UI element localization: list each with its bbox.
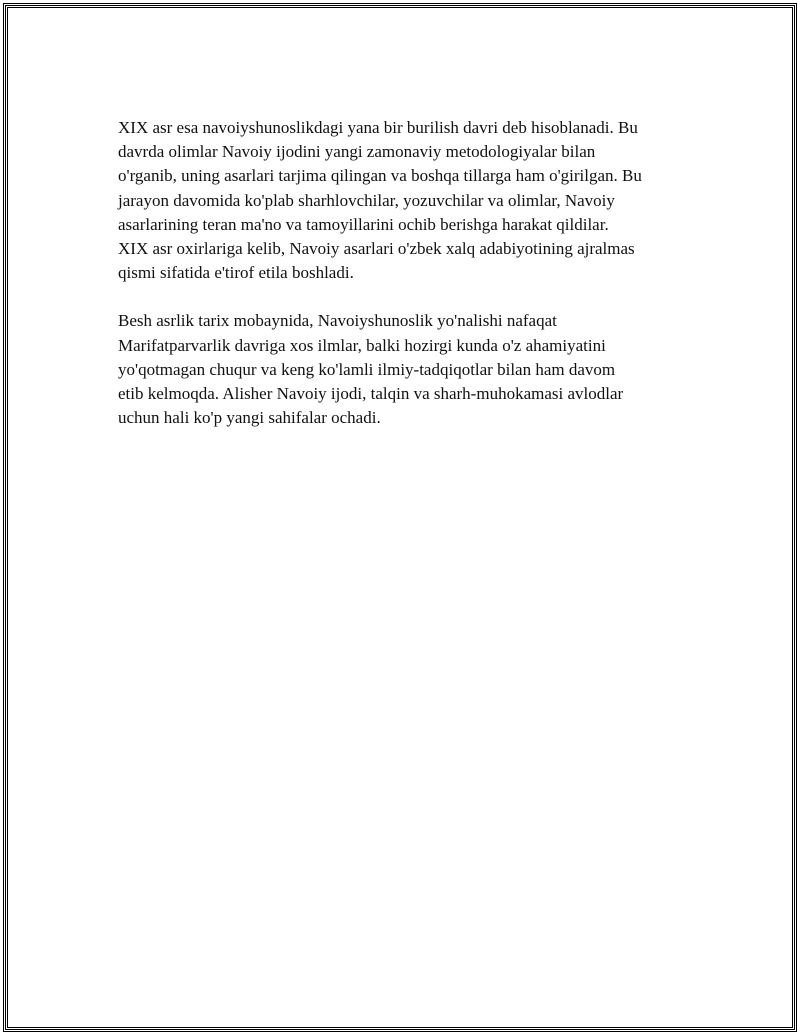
paragraph-1: XIX asr esa navoiyshunoslikdagi yana bir burilish davri deb hisoblanadi. Bu davrda olimlar Navoiy ijodini yangi zamonaviy metodologiyalar bilan o'rganib, uning asarlari tarjima qilingan va boshqa tillarga ham o'girilgan. Bu jarayon davomida ko'plab sharhlovchilar, yozuvchilar va olimlar, Navoiy asarlarining teran ma'no va tamoyillarini ochib berishga harakat qildilar. XIX asr oxirlariga kelib, Navoiy asarlari o'zbek xalq adabiyotining ajralmas qismi sifatida e'tirof etila boshladi. xyxy=(118,118,642,283)
document-body xyxy=(118,116,698,430)
paragraph-2: Besh asrlik tarix mobaynida, Navoiyshunoslik yo'nalishi nafaqat Marifatparvarlik davriga xos ilmlar, balki hozirgi kunda o'z ahamiyatini yo'qotmagan chuqur va keng ko'lamli ilmiy-tadqiqotlar bilan ham davom etib kelmoqda. Alisher Navoiy ijodi, talqin va sharh-muhokamasi avlodlar uchun hali ko'p yangi sahifalar ochadi. xyxy=(118,311,624,428)
